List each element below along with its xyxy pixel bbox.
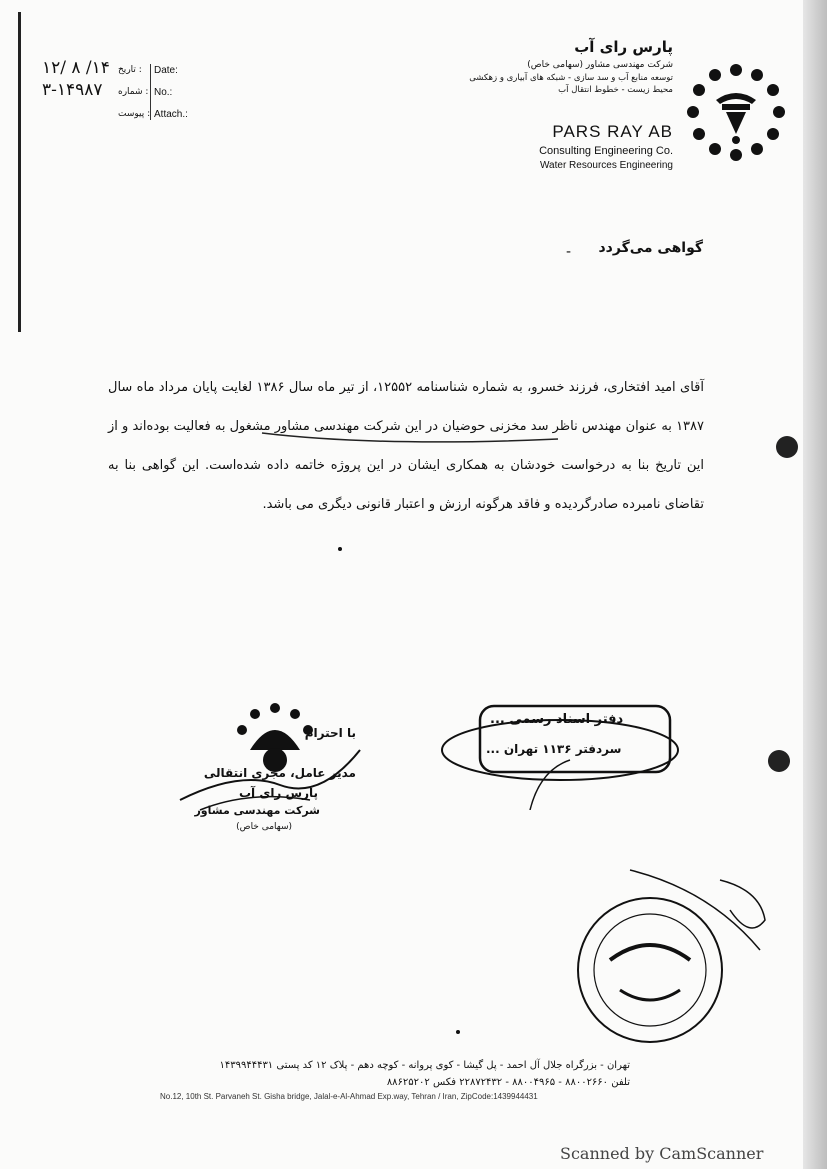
punch-hole bbox=[776, 436, 798, 458]
company-header-fa bbox=[413, 38, 673, 95]
company-fields-fa-2: محیط زیست - خطوط انتقال آب bbox=[558, 85, 673, 95]
scan-edge-strip bbox=[803, 0, 827, 1169]
round-stamp bbox=[570, 850, 770, 1050]
notary-stamp-title: دفتر اسناد رسمی ... bbox=[490, 712, 624, 727]
number-label-fa: شماره : bbox=[118, 87, 149, 97]
certificate-body: آقای امید افتخاری، فرزند خسرو، به شماره شناسنامه ۱۲۵۵۲، از تیر ماه سال ۱۳۸۶ لغایت پایان مرداد ماه سال ۱۳۸۷ به عنوان مهندس ناظر سد مخزنی حوضیان در این شرکت مهندسی مشاور مشغول به فعالیت بوده‌اند و از این تاریخ بنا به درخواست خودشان به همکاری ایشان در این پروژه خاتمه داده شده‌است. این گواهی بنا به تقاضای نامبرده صادرگردیده و فاقد هرگونه ارزش و اعتبار قانونی دیگری می باشد. bbox=[108, 380, 705, 512]
letterhead-footer bbox=[160, 1060, 630, 1101]
letter-meta-block bbox=[30, 60, 200, 126]
company-type-fa: شرکت مهندسی مشاور (سهامی خاص) bbox=[527, 60, 673, 70]
company-name-en: PARS RAY AB bbox=[552, 122, 673, 141]
number-label-en: No.: bbox=[154, 87, 173, 98]
company-name-fa: پارس رای آب bbox=[574, 38, 673, 56]
scanner-watermark: Scanned by CamScanner bbox=[560, 1144, 764, 1163]
company-header-en bbox=[539, 122, 673, 171]
number-value: ۳-۱۴۹۸۷ bbox=[42, 80, 103, 100]
scan-edge-line bbox=[18, 12, 21, 332]
footer-address-en: No.12, 10th St. Parvaneh St. Gisha bridge, Jalal-e-Al-Ahmad Exp.way, Tehran / Iran, ZipCode:1439944431 bbox=[160, 1092, 538, 1101]
handwritten-signature bbox=[160, 730, 380, 820]
ink-dot bbox=[338, 547, 342, 551]
punch-hole bbox=[768, 750, 790, 772]
signature-company-form: (سهامی خاص) bbox=[236, 822, 292, 832]
date-value: ۱۲/ ۸ /۱۴ bbox=[42, 58, 110, 78]
certificate-heading: گواهی می‌گردد bbox=[598, 240, 703, 256]
signature-company: پارس رای آب bbox=[238, 786, 318, 800]
date-label-fa: تاریخ : bbox=[118, 65, 142, 75]
signature-block bbox=[160, 700, 380, 850]
attach-row bbox=[30, 104, 200, 126]
notary-stamp bbox=[440, 700, 700, 810]
notary-stamp-office: سردفتر ۱۱۳۶ تهران ... bbox=[486, 742, 622, 756]
company-fields-en: Water Resources Engineering bbox=[539, 160, 673, 171]
date-row bbox=[30, 60, 200, 82]
attach-label-en: Attach.: bbox=[154, 109, 188, 120]
signature-title: مدیر عامل، مجری انتقالی bbox=[203, 766, 356, 780]
date-label-en: Date: bbox=[154, 65, 178, 76]
number-row bbox=[30, 82, 200, 104]
handwritten-underline bbox=[260, 425, 560, 449]
signature-greeting: با احترام bbox=[304, 726, 356, 740]
footer-phones: تلفن ۸۸۰۰۲۶۶۰ - ۸۸۰۰۴۹۶۵ - ۲۲۸۷۲۴۳۲ فکس ۸۸۶۲۵۲۰۲ bbox=[386, 1077, 630, 1088]
ink-dot bbox=[456, 1030, 460, 1034]
company-logo-icon bbox=[686, 62, 786, 162]
company-fields-fa: توسعه منابع آب و سد سازی - شبکه های آبیاری و زهکشی bbox=[469, 73, 673, 83]
attach-label-fa: پیوست : bbox=[118, 109, 151, 119]
footer-address-fa: تهران - بزرگراه جلال آل احمد - پل گیشا - کوی پروانه - کوچه دهم - پلاک ۱۲ کد پستی ۱۴۳۹۹۴۴۴۳۱ bbox=[219, 1060, 630, 1071]
signature-company-type: شرکت مهندسی مشاور bbox=[194, 804, 320, 817]
company-type-en: Consulting Engineering Co. bbox=[539, 145, 673, 157]
heading-dash: - bbox=[566, 244, 572, 260]
